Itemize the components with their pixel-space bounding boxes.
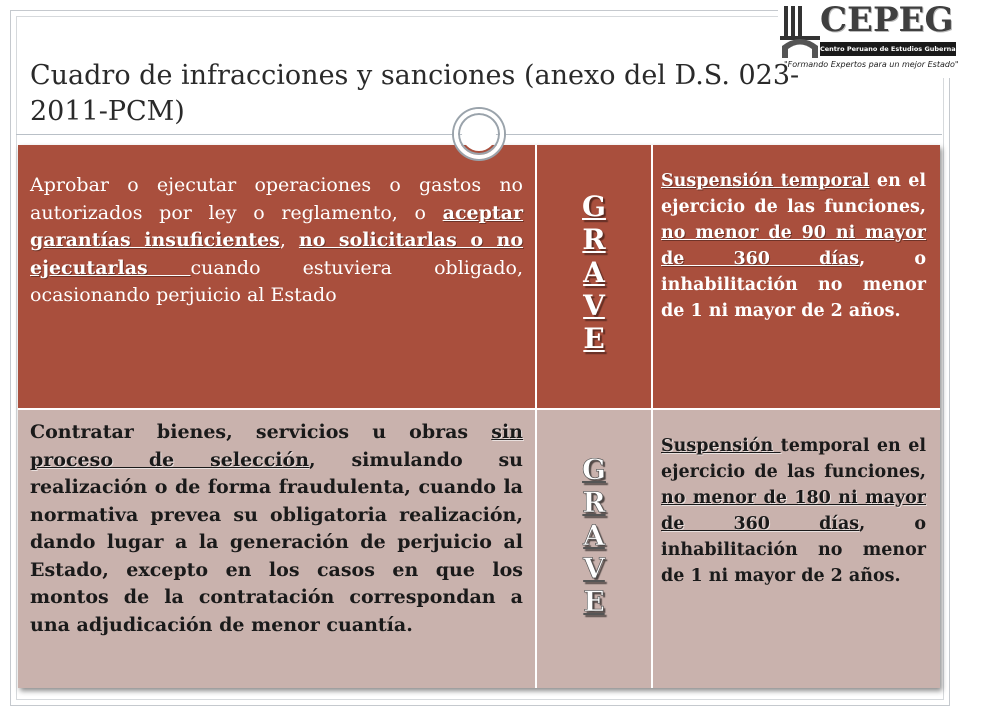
severity-letter: V: [583, 289, 605, 322]
sanction-text-1: [661, 168, 926, 324]
severity-letter: A: [583, 519, 605, 552]
severity-letter: G: [582, 453, 606, 486]
severity-letter: R: [582, 486, 606, 519]
severity-letter: E: [583, 322, 605, 355]
text-segment: temporal en el ejercicio de las funciones,: [661, 436, 926, 482]
severity-label-2: [537, 453, 651, 618]
logo-subtitle: Centro Peruano de Estudios Gubernamentales: [820, 42, 956, 56]
underlined-phrase: no menor de 180 ni mayor de 360 días: [661, 488, 926, 534]
text-segment: , o inhabilitación no menor de 1 ni mayor de 2 años.: [661, 514, 926, 586]
divider-ring-icon: [454, 109, 504, 159]
infraction-text-2: [30, 419, 523, 639]
severity-label-1: [537, 190, 651, 355]
text-segment: ,: [279, 229, 299, 251]
underlined-phrase: Suspensión: [661, 436, 781, 456]
severity-letter: A: [583, 256, 605, 289]
severity-letter: G: [582, 190, 606, 223]
underlined-phrase: Suspensión temporal: [661, 171, 870, 191]
page-title: Cuadro de infracciones y sanciones (anexo del D.S. 023-2011-PCM): [30, 60, 800, 127]
logo-name: CEPEG: [820, 0, 954, 40]
severity-letter: V: [583, 552, 605, 585]
text-segment: en el ejercicio de las funciones,: [661, 171, 927, 217]
text-segment: , o inhabilitación no menor de 1 ni mayor de 2 años.: [661, 249, 926, 321]
underlined-phrase: no menor de 90 ni mayor de 360 días: [661, 223, 926, 269]
severity-letter: R: [582, 223, 606, 256]
text-segment: Contratar bienes, servicios u obras: [30, 421, 492, 443]
columns-logo-icon: [778, 2, 820, 60]
underlined-phrase: aceptar garantías insuficientes: [30, 201, 523, 251]
sanction-text-2: [661, 433, 926, 589]
infraction-text-1: [30, 172, 523, 310]
text-segment: , simulando su realización o de forma fraudulenta, cuando la normativa prevea su obligatoria realización, dando lugar a la generación de perjuicio al Estado, excepto en los casos en que los montos de la contratación correspondan a una adjudicación de menor cuantía.: [30, 448, 523, 636]
infractions-table: [18, 145, 940, 688]
underlined-phrase: no solicitarlas o no ejecutarlas: [30, 229, 523, 279]
underlined-phrase: sin proceso de selección: [30, 421, 523, 471]
text-segment: Aprobar o ejecutar operaciones o gastos no autorizados por ley o reglamento, o: [30, 174, 523, 224]
logo-tagline: "Formando Expertos para un mejor Estado": [784, 60, 959, 69]
text-segment: cuando estuviera obligado, ocasionando perjuicio al Estado: [30, 256, 523, 306]
severity-letter: E: [583, 585, 605, 618]
